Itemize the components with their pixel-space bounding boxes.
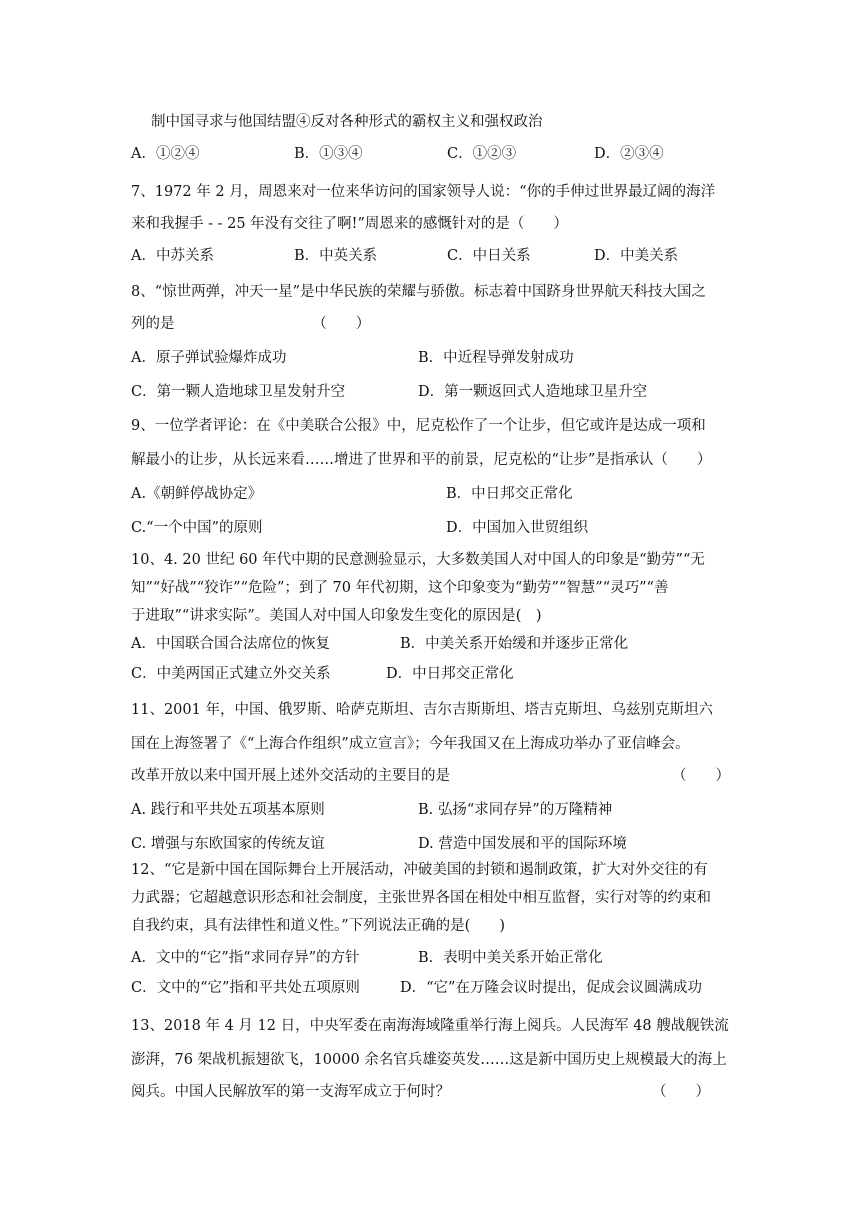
question-13-stem-line-1: 13、2018 年 4 月 12 日，中央军委在南海海域隆重举行海上阅兵。人民海军 48 艘战舰铁流 <box>131 1018 729 1034</box>
q12-option-b: B．表明中美关系开始正常化 <box>418 950 603 966</box>
q8-option-a: A．原子弹试验爆炸成功 <box>131 350 287 366</box>
q7-option-d: D．中美关系 <box>594 248 679 264</box>
q7-option-b: B．中英关系 <box>294 248 378 264</box>
question-10-stem-line-3: 于进取”“讲求实际”。美国人对中国人印象发生变化的原因是( ) <box>131 608 542 624</box>
question-8-stem-line-2: 列的是 （ ） <box>131 316 371 332</box>
q9-option-a: A.《朝鲜停战协定》 <box>131 486 263 502</box>
question-13-stem-line-2: 澎湃，76 架战机振翅欲飞，10000 余名官兵雄姿英发……这是新中国历史上规模最大的海上 <box>131 1052 727 1068</box>
q12-option-c: C．文中的“它”指和平共处五项原则 <box>131 980 360 996</box>
q12-option-d: D．“它”在万隆会议时提出，促成会议圆满成功 <box>400 980 702 996</box>
question-12-stem-line-3: 自我约束，具有法律性和道义性。”下列说法正确的是( ) <box>131 918 505 934</box>
q10-option-a: A．中国联合国合法席位的恢复 <box>131 636 330 652</box>
question-6-stem-tail: 制中国寻求与他国结盟④反对各种形式的霸权主义和强权政治 <box>151 114 543 130</box>
q10-option-d: D．中日邦交正常化 <box>386 666 514 682</box>
q9-option-c: C.“一个中国”的原则 <box>131 520 263 536</box>
q9-option-b: B．中日邦交正常化 <box>446 486 573 502</box>
question-11-stem-line-2: 国在上海签署了《“上海合作组织”成立宣言》；今年我国又在上海成功举办了亚信峰会。 <box>131 736 690 752</box>
q11-option-a: A. 践行和平共处五项基本原则 <box>131 802 325 818</box>
q6-option-d: D．②③④ <box>594 146 664 162</box>
q10-option-b: B．中美关系开始缓和并逐步正常化 <box>400 636 629 652</box>
q7-option-c: C．中日关系 <box>447 248 531 264</box>
q12-option-a: A．文中的“它”指“求同存异”的方针 <box>131 950 360 966</box>
question-11-answer-parens: （ ） <box>672 768 730 784</box>
question-11-stem-line-3: 改革开放以来中国开展上述外交活动的主要目的是 <box>131 768 450 784</box>
q11-option-d: D. 营造中国发展和平的国际环境 <box>418 836 627 852</box>
q10-option-c: C．中美两国正式建立外交关系 <box>131 666 331 682</box>
q11-option-b: B. 弘扬“求同存异”的万隆精神 <box>418 802 613 818</box>
question-12-stem-line-1: 12、“它是新中国在国际舞台上开展活动，冲破美国的封锁和遏制政策，扩大对外交往的有 <box>131 862 708 878</box>
question-9-stem-line-2: 解最小的让步，从长远来看……增进了世界和平的前景，尼克松的“让步”是指承认（ ） <box>131 452 712 468</box>
q7-option-a: A．中苏关系 <box>131 248 214 264</box>
q6-option-a: A．①②④ <box>131 146 200 162</box>
q8-option-d: D．第一颗返回式人造地球卫星升空 <box>418 384 648 400</box>
q6-option-b: B．①③④ <box>294 146 363 162</box>
question-13-stem-line-3: 阅兵。中国人民解放军的第一支海军成立于何时？ <box>131 1084 450 1100</box>
q8-option-b: B．中近程导弹发射成功 <box>418 350 574 366</box>
q6-option-c: C．①②③ <box>447 146 517 162</box>
question-8-stem-line-1: 8、“惊世两弹，冲天一星”是中华民族的荣耀与骄傲。标志着中国跻身世界航天科技大国之 <box>131 284 707 300</box>
question-7-stem-line-2: 来和我握手 - - 25 年没有交往了啊!”周恩来的感慨针对的是（ ） <box>131 216 568 232</box>
q9-option-d: D．中国加入世贸组织 <box>446 520 589 536</box>
question-10-stem-line-1: 10、4. 20 世纪 60 年代中期的民意测验显示，大多数美国人对中国人的印象是“勤劳”“无 <box>131 552 705 568</box>
question-11-stem-line-1: 11、2001 年，中国、俄罗斯、哈萨克斯坦、吉尔吉斯斯坦、塔吉克斯坦、乌兹别克斯坦六 <box>131 702 713 718</box>
question-10-stem-line-2: 知”“好战”“狡诈”“危险”；到了 70 年代初期，这个印象变为“勤劳”“智慧”“灵巧”“善 <box>131 580 669 596</box>
q8-option-c: C．第一颗人造地球卫星发射升空 <box>131 384 346 400</box>
question-12-stem-line-2: 力武器；它超越意识形态和社会制度，主张世界各国在相处中相互监督，实行对等的约束和 <box>131 890 711 906</box>
q11-option-c: C. 增强与东欧国家的传统友谊 <box>131 836 325 852</box>
question-13-answer-parens: （ ） <box>652 1084 710 1100</box>
question-9-stem-line-1: 9、一位学者评论：在《中美联合公报》中，尼克松作了一个让步，但它或许是达成一项和 <box>131 418 706 434</box>
question-7-stem-line-1: 7、1972 年 2 月，周恩来对一位来华访问的国家领导人说：“你的手伸过世界最辽阔的海洋 <box>131 184 716 200</box>
